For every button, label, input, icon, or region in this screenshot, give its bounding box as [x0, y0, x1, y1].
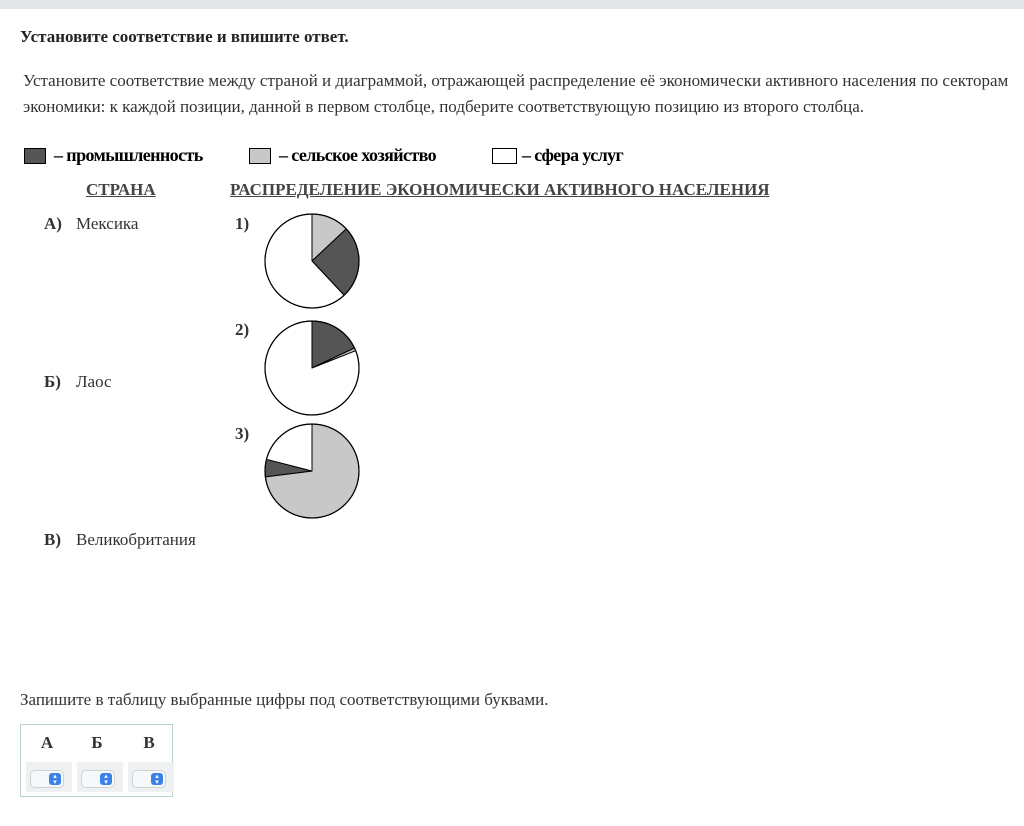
country-name-b: Лаос [76, 372, 112, 391]
diagram-number-2: 2) [235, 320, 250, 339]
answer-table [20, 724, 173, 797]
diagram-number-3: 3) [235, 424, 250, 443]
pie-chart-3 [260, 419, 364, 523]
country-name-a: Мексика [76, 214, 139, 233]
legend-swatch-industry [24, 148, 46, 164]
country-letter-b: Б) [44, 372, 61, 391]
task-text: Установите соответствие между страной и диаграммой, отражающей распределение её экономически активного населения по секторам экономики: к каждой позиции, данной в первом столбце, подберите соответствующую позицию из второго столбца. [23, 71, 1009, 116]
country-letter-v: В) [44, 530, 61, 549]
answer-header-b: Б [91, 733, 103, 752]
country-column-header: СТРАНА [86, 180, 156, 199]
diagram-number-1: 1) [235, 214, 250, 233]
pie-chart-2 [260, 316, 364, 420]
legend-swatch-agriculture [249, 148, 271, 164]
pie-chart-1 [260, 209, 364, 313]
diagram-column-header: РАСПРЕДЕЛЕНИЕ ЭКОНОМИЧЕСКИ АКТИВНОГО НАСЕЛЕНИЯ [230, 180, 770, 199]
country-name-v: Великобритания [76, 530, 196, 549]
task-heading: Установите соответствие и впишите ответ. [20, 27, 349, 46]
legend-label-agriculture: – сельское хозяйство [279, 145, 437, 165]
legend-label-services: – сфера услуг [522, 145, 624, 165]
select-arrows-icon: ▴ ▾ [100, 773, 112, 785]
select-arrows-icon: ▴ ▾ [49, 773, 61, 785]
select-arrows-icon: ▴ ▾ [151, 773, 163, 785]
answer-select-b[interactable] [81, 770, 115, 788]
legend-label-industry: – промышленность [54, 145, 203, 165]
answer-instruction: Запишите в таблицу выбранные цифры под соответствующими буквами. [20, 690, 549, 709]
top-bar [0, 0, 1024, 9]
answer-header-v: В [143, 733, 155, 752]
answer-select-v[interactable] [132, 770, 166, 788]
legend-swatch-services [492, 148, 517, 164]
answer-header-a: А [40, 733, 54, 752]
country-letter-a: А) [44, 214, 62, 233]
answer-select-a[interactable] [30, 770, 64, 788]
